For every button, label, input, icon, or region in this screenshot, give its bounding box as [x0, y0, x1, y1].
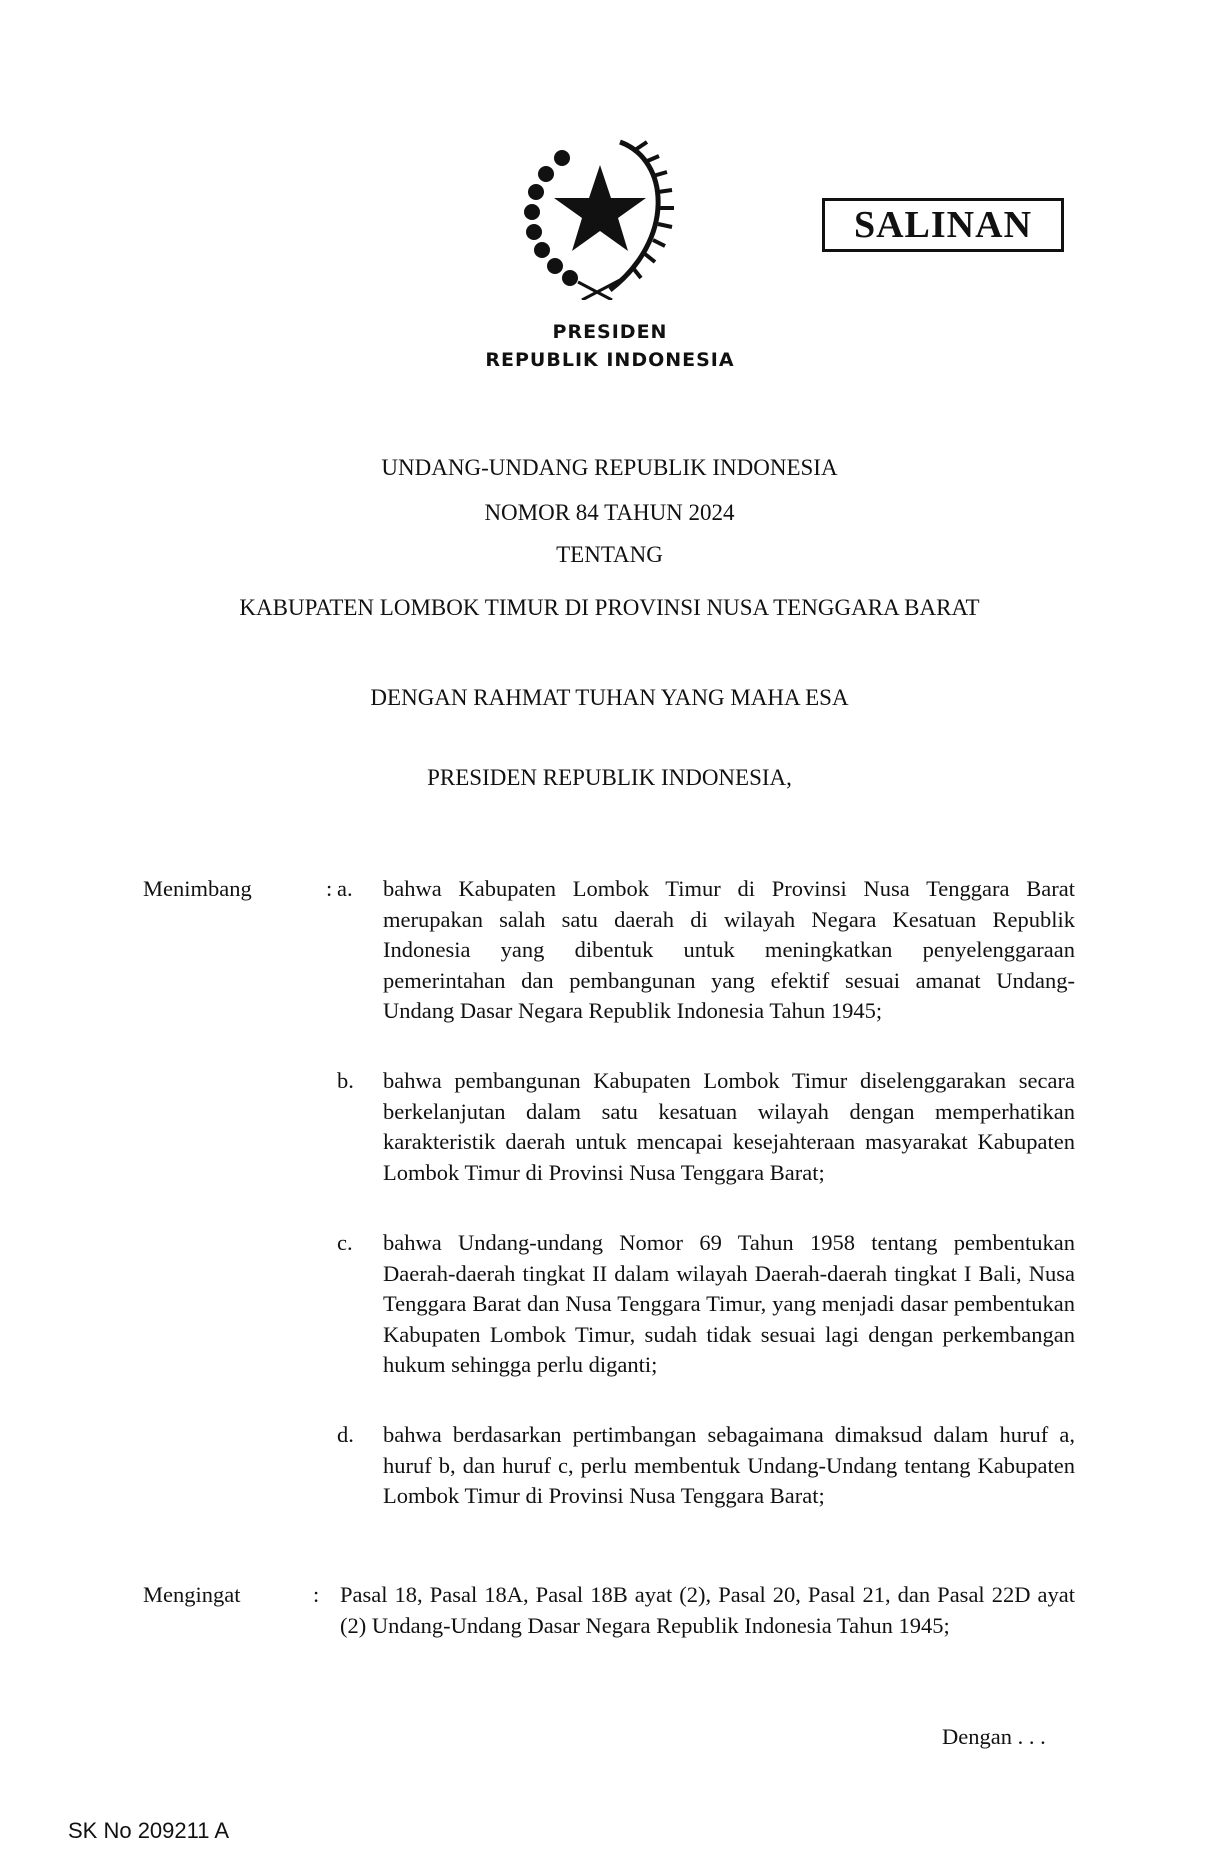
- menimbang-item-c: bahwa Undang-undang Nomor 69 Tahun 1958 tentang pembentukan Daerah-daerah tingkat II dalam wilayah Daerah-daerah tingkat I Bali, Nusa Tenggara Barat dan Nusa Tenggara Timur, yang menjadi dasar pembentukan Kabupaten Lombok Timur, sudah tidak sesuai lagi dengan perkembangan hukum sehingga perlu diganti;: [383, 1230, 1075, 1377]
- invocation: DENGAN RAHMAT TUHAN YANG MAHA ESA: [370, 685, 849, 710]
- emblem-caption-republik: REPUBLIK INDONESIA: [485, 349, 735, 371]
- presidential-seal-icon: [500, 130, 700, 300]
- mengingat-text: Pasal 18, Pasal 18A, Pasal 18B ayat (2), Pasal 20, Pasal 21, dan Pasal 22D ayat (2) Undang-Undang Dasar Negara Republik Indonesia Tahun 1945;: [340, 1582, 1075, 1638]
- menimbang-item-b: bahwa pembangunan Kabupaten Lombok Timur diselenggarakan secara berkelanjutan dalam satu kesatuan wilayah dengan memperhatikan karakteristik daerah untuk mencapai kesejahteraan masyarakat Kabupaten Lombok Timur di Provinsi Nusa Tenggara Barat;: [383, 1068, 1075, 1185]
- item-marker-b: b.: [337, 1068, 354, 1093]
- salinan-stamp: [822, 198, 1064, 252]
- sk-number: SK No 209211 A: [68, 1818, 230, 1843]
- item-marker-a: a.: [337, 876, 353, 901]
- item-marker-c: c.: [337, 1230, 353, 1255]
- emblem-caption-presiden: PRESIDEN: [552, 321, 668, 343]
- menimbang-item-d: bahwa berdasarkan pertimbangan sebagaimana dimaksud dalam huruf a, huruf b, dan huruf c, perlu membentuk Undang-Undang tentang Kabupaten Lombok Timur di Provinsi Nusa Tenggara Barat;: [383, 1422, 1075, 1508]
- item-marker-d: d.: [337, 1422, 354, 1447]
- salinan-label: SALINAN: [853, 204, 1033, 246]
- law-subject: KABUPATEN LOMBOK TIMUR DI PROVINSI NUSA TENGGARA BARAT: [239, 595, 980, 620]
- issuer: PRESIDEN REPUBLIK INDONESIA,: [427, 765, 792, 790]
- menimbang-item-a: bahwa Kabupaten Lombok Timur di Provinsi Nusa Tenggara Barat merupakan salah satu daerah di wilayah Negara Kesatuan Republik Indonesia yang dibentuk untuk meningkatkan penyelenggaraan pemerintahan dan pembangunan yang efektif sesuai amanat Undang-Undang Dasar Negara Republik Indonesia Tahun 1945;: [383, 876, 1075, 1023]
- law-tentang: TENTANG: [556, 542, 663, 567]
- mengingat-colon: :: [313, 1582, 320, 1607]
- menimbang-label: Menimbang: [143, 876, 252, 901]
- law-title: UNDANG-UNDANG REPUBLIK INDONESIA: [381, 455, 838, 480]
- mengingat-label: Mengingat: [143, 1582, 241, 1607]
- menimbang-colon: :: [326, 876, 333, 901]
- law-number: NOMOR 84 TAHUN 2024: [484, 500, 735, 525]
- continuation-marker: Dengan . . .: [942, 1724, 1046, 1749]
